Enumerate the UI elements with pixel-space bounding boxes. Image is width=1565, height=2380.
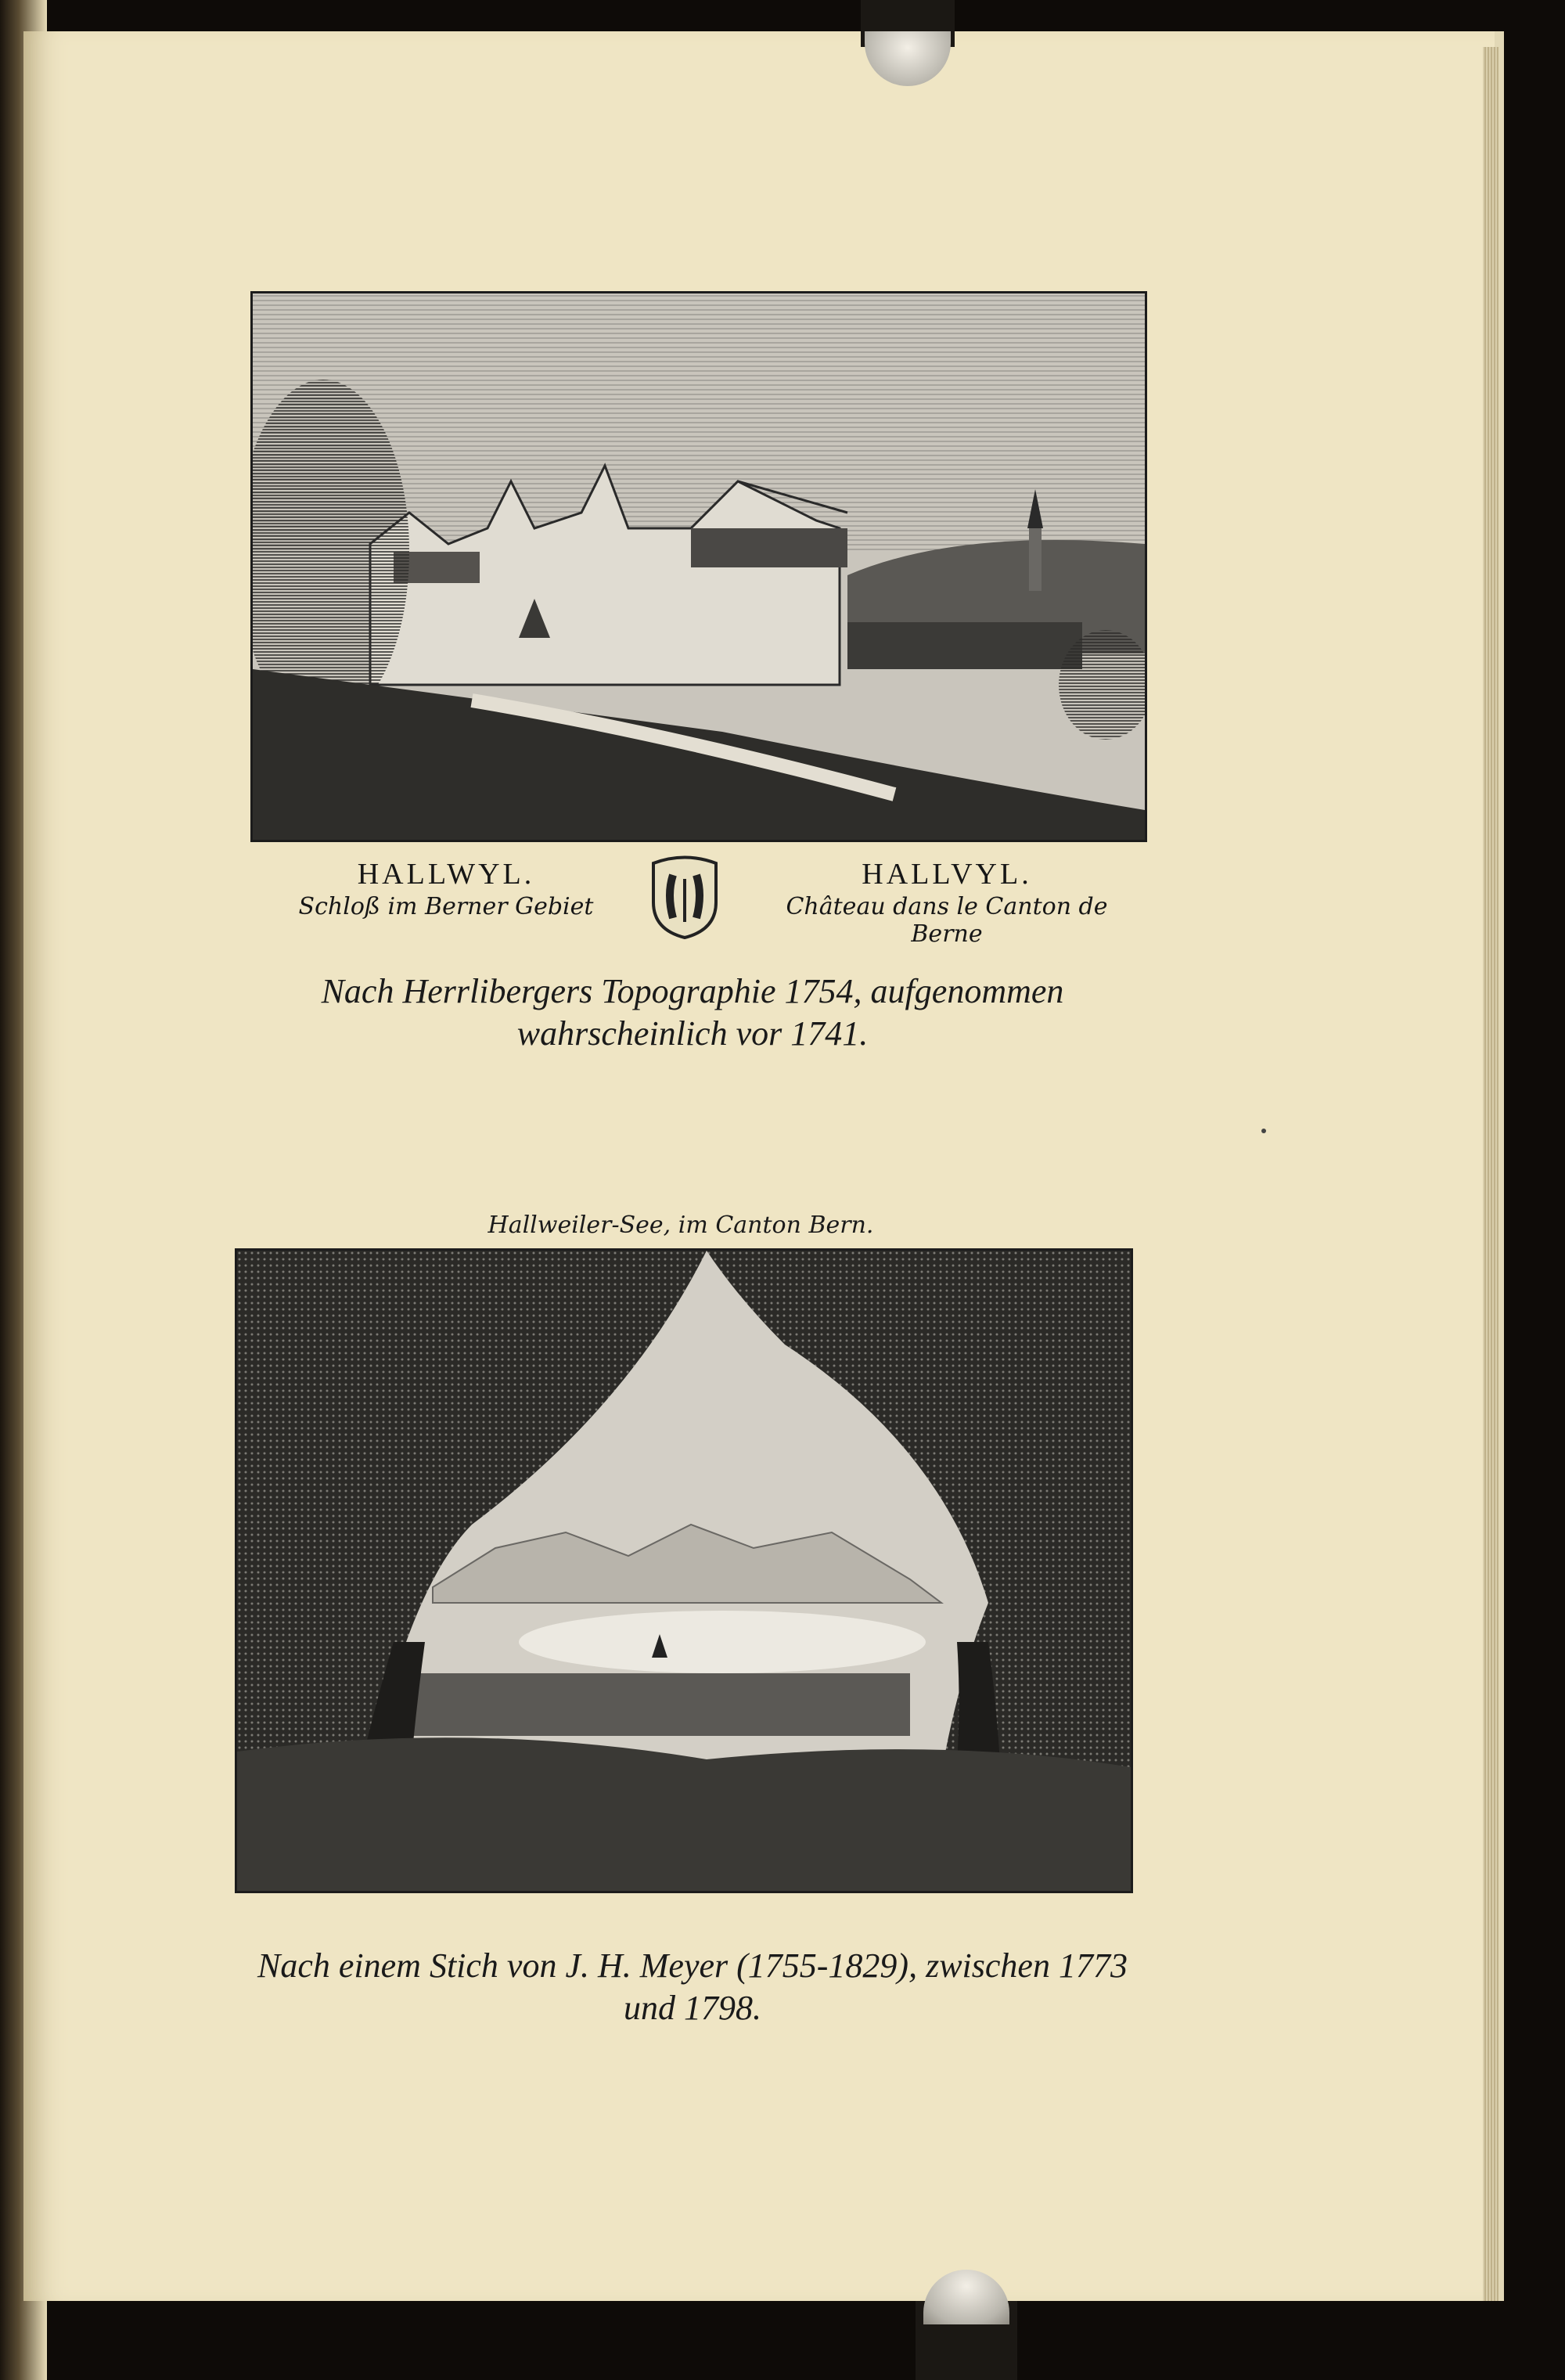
castle-engraving — [250, 291, 1147, 842]
title-block-german — [282, 857, 610, 920]
print-1-caption: Nach Herrlibergers Topographie 1754, aufgenommen wahrscheinlich vor 1741. — [321, 972, 1064, 1053]
title-french: HALLVYL. — [862, 858, 1032, 891]
print-2-caption: Nach einem Stich von J. H. Meyer (1755-1829), zwischen 1773 und 1798. — [257, 1946, 1128, 2027]
page-speck — [1261, 1129, 1266, 1133]
lake-engraving — [235, 1248, 1133, 1893]
print-2-handwritten-title: Hallweiler-See, im Canton Bern. — [487, 1212, 874, 1239]
print-1-title-row — [250, 849, 1150, 948]
subtitle-german: Schloß im Berner Gebiet — [298, 893, 594, 920]
subtitle-french: Château dans le Canton de Berne — [786, 893, 1108, 948]
title-german: HALLWYL. — [357, 858, 535, 891]
page-edges — [1483, 47, 1498, 2301]
title-block-french — [751, 857, 1142, 948]
coat-of-arms-icon — [642, 855, 728, 942]
